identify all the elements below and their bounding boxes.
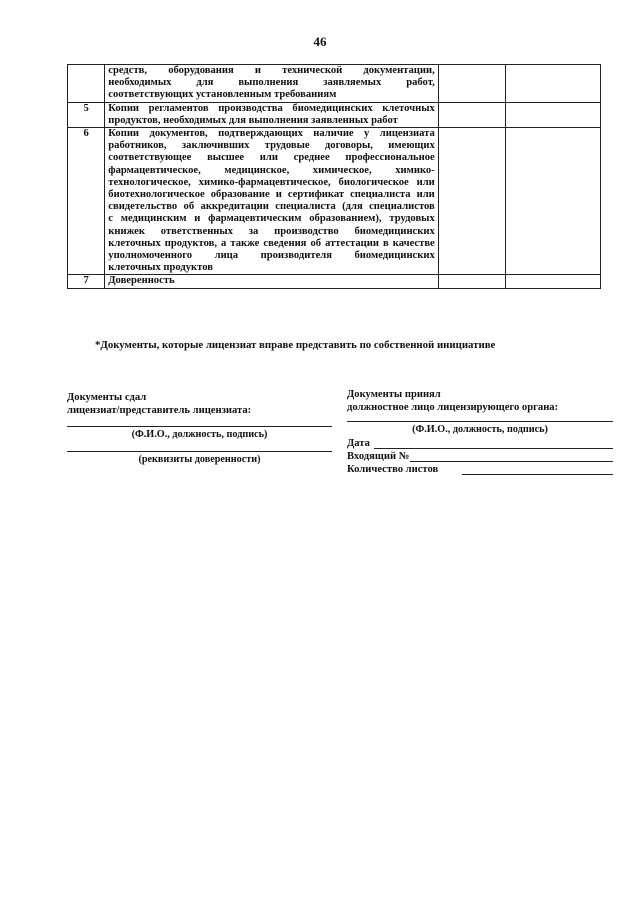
received-subtitle: должностное лицо лицензирующего органа:: [347, 401, 559, 413]
empty-cell: [506, 128, 601, 275]
date-line: [374, 448, 613, 449]
official-signature-caption: (Ф.И.О., должность, подпись): [412, 424, 548, 435]
received-by-block: [347, 389, 558, 414]
description-line: Копии регламентов производства биомедицинских клеточных: [108, 102, 435, 114]
row-description: [105, 128, 439, 275]
empty-cell: [438, 102, 506, 127]
table-row: [68, 65, 601, 103]
empty-cell: [506, 275, 601, 288]
table-row: [68, 102, 601, 127]
description-line: Копии документов, подтверждающих наличие у лицензиата: [108, 128, 435, 140]
description-line: работников, заключивших трудовые договоры, имеющих: [108, 140, 435, 152]
official-signature-line: [347, 421, 613, 422]
description-line: Доверенность: [108, 275, 175, 287]
received-title: Документы принял: [347, 389, 441, 400]
description-line: продуктов, необходимых для выполнения заявленных работ: [108, 114, 398, 126]
description-line: соответствующее высшее или среднее профессиональное: [108, 152, 435, 164]
power-of-attorney-line: [67, 451, 332, 452]
description-line: фармацевтическое, медицинское, химическое, химико-: [108, 164, 435, 176]
submitted-by-block: [67, 392, 251, 417]
sheets-count-label: Количество листов: [347, 464, 439, 475]
date-label: Дата: [347, 438, 370, 449]
description-line: клеточных продуктов: [108, 262, 213, 274]
empty-cell: [438, 65, 506, 103]
empty-cell: [438, 128, 506, 275]
description-line: средств, оборудования и технической документации,: [108, 65, 435, 76]
signature-caption: (Ф.И.О., должность, подпись): [131, 429, 268, 440]
row-number: 6: [68, 128, 105, 275]
row-number: 5: [68, 102, 105, 127]
table-row: [68, 128, 601, 275]
incoming-number-line: [410, 461, 613, 462]
description-line: уполномоченного лица производителя биомедицинских: [108, 250, 435, 262]
description-line: биотехнологическое образование и сертификат специалиста или: [108, 189, 435, 201]
description-line: с медицинским и фармацевтическим образованием), трудовых: [108, 213, 435, 225]
row-number: 7: [68, 275, 105, 288]
page-number: 46: [313, 34, 327, 49]
incoming-number-label: Входящий №: [347, 451, 410, 462]
description-line: свидетельство об аккредитации специалиста (для специалистов: [108, 201, 435, 213]
row-description: [105, 102, 439, 127]
empty-cell: [506, 65, 601, 103]
signature-line: [67, 426, 332, 427]
power-of-attorney-caption: (реквизиты доверенности): [138, 454, 261, 465]
table-row: [68, 275, 601, 288]
row-description: [105, 65, 439, 103]
row-description: [105, 275, 439, 288]
description-line: соответствующих установленным требованиям: [108, 89, 337, 101]
sheets-count-line: [462, 474, 613, 475]
description-line: книжек ответственных за производство биомедицинских: [108, 225, 435, 237]
submitted-title: Документы сдал: [67, 392, 147, 403]
empty-cell: [438, 275, 506, 288]
row-number: [68, 65, 105, 103]
description-line: технологическое, химико-фармацевтическое, биологическое или: [108, 176, 435, 188]
submitted-subtitle: лицензиат/представитель лицензиата:: [67, 404, 252, 416]
documents-table: [67, 64, 601, 289]
description-line: клеточных продуктов, а также сведения об аттестации в качестве: [108, 237, 435, 249]
description-line: необходимых для выполнения заявляемых работ,: [108, 77, 435, 89]
empty-cell: [506, 102, 601, 127]
footnote: *Документы, которые лицензиат вправе представить по собственной инициативе: [95, 339, 496, 351]
